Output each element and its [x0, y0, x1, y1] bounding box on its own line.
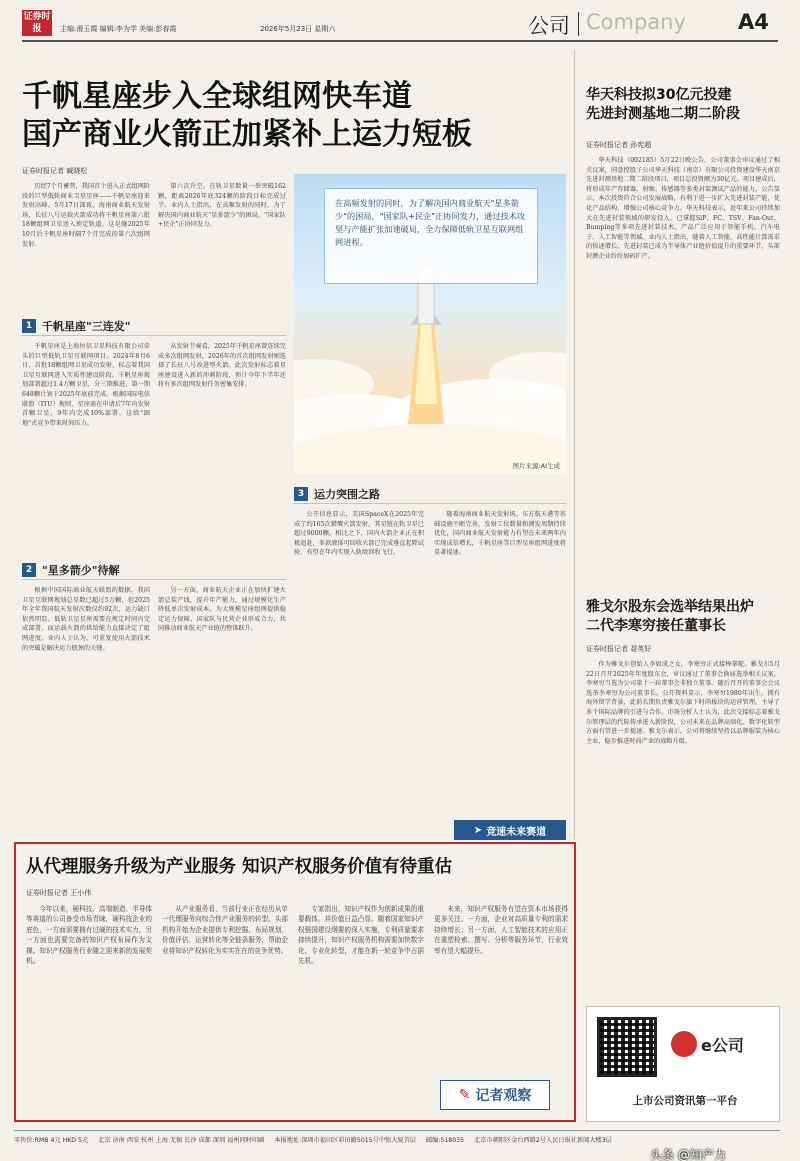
- section-2-number: 2: [22, 563, 36, 577]
- footer-beijing: 北京市朝阳区金台西路2号人民日报社新闻大楼3层: [474, 1137, 612, 1144]
- qr-code[interactable]: [597, 1017, 657, 1077]
- quote-box: 在高频发射的同时，为了解决国内商业航天"星多箭少"的困局，"国家队+民企"正协同发力，通过技术攻坚与产能扩张加速破局，全力保障低轨卫星互联网组网进程。: [324, 188, 538, 284]
- side2-title: 雅戈尔股东会选举结果出炉 二代李寒穷接任董事长: [586, 599, 754, 634]
- lead-intro-col2: 第六次升空。在轨卫星数量一举突破162颗，距离2026年底324颗的阶段目标完成过半。业内人士指出，在高频发射的同时，为了解决国内商业航天"星多箭少"的困局，"国家队+民企"正协同发力。: [158, 183, 286, 229]
- newspaper-logo: 证券时报: [23, 12, 51, 34]
- side2-body: 作为雅戈尔创始人李如成之女，李寒穷正式接棒掌舵。雅戈尔5月22日召开2025年年度股东会，审议通过了董事会换届选举相关议案，李寒穷当选为公司第十一届董事会非独立董事。随后召开的董事会会议选举李寒穷为公司董事长。公开资料显示，李寒穷1980年出生，拥有海外留学背景，此前长期负责雅戈尔旗下时尚板块的运营管理，主导了多个国际品牌的引进与合作。市场分析人士认为，此次交接标志着雅戈尔管理层的代际传承进入新阶段，公司未来在品牌高端化、数字化转型方面有望进一步提速。雅戈尔表示，公司将继续坚持以品牌服装为核心主业，稳步推进时尚产业的战略升级。: [586, 661, 780, 745]
- page-number: A4: [738, 10, 769, 34]
- section-3-header: 3 运力突围之路: [294, 484, 566, 504]
- watermark: 头条 @知产力: [650, 1148, 726, 1161]
- section-1-number: 1: [22, 319, 36, 333]
- footer-address: 本报地址:深圳市福田区彩田路5015号中银大厦首层: [274, 1137, 416, 1144]
- section-2-header: 2 "星多箭少"待解: [22, 560, 286, 580]
- lead-intro-col1: 历经7个月蓄势，我国首个进入正式组网阶段的巨型低轨商业卫星星座——千帆星座迎来发射高峰。5月17日深夜，海南商业航天发射场，长征八号运载火箭成功将千帆星座第六批18颗组网卫星送入预定轨道。这是继2025年10月后千帆星座时隔7个月完成的第六次组网发射。: [22, 183, 150, 248]
- section-divider: [578, 12, 579, 36]
- side2-byline: 证券时报记者 聂英好: [586, 645, 652, 653]
- rocket-image: [294, 174, 566, 474]
- side1-byline: 证券时报记者 孙宪超: [586, 141, 652, 149]
- observer-badge: ✎ 记者观察: [440, 1080, 550, 1110]
- footer-price: 零售价:RMB 4元 HKD 5元: [14, 1137, 89, 1144]
- bottom-col3: 专家指出，知识产权作为创新成果的重要载体，其价值日益凸显。随着国家知识产权强国建设纲要的深入实施，专利质量要求持续提升，知识产权服务机构需要加快数字化、专业化转型，才能在新一轮竞争中占据先机。: [298, 905, 424, 966]
- column-divider: [574, 50, 575, 840]
- bottom-title: 从代理服务升级为产业服务 知识产权服务价值有待重估: [26, 857, 453, 877]
- lead-title: [22, 78, 582, 154]
- section-1-header: 1 千帆星座"三连发": [22, 316, 286, 336]
- section-en: Company: [586, 10, 686, 34]
- masthead-rule: [22, 40, 778, 42]
- masthead-editors: 主编:滑玉霞 编辑:李为学 美编:彭春霞: [60, 25, 177, 33]
- section-cn: 公司: [528, 14, 570, 38]
- section-2-col2: 另一方面，商业航天企业正在加快扩建火箭总装产线，提升年产能力，通过规模化生产降低单次发射成本，为大规模星座组网提供稳定运力保障。国家队与民营企业形成合力，共同推动商业航天产业链的整体跃升。: [158, 587, 286, 633]
- footer-zip: 邮编:518035: [425, 1137, 465, 1144]
- footer-cities: 北京 济南 西安 杭州 上海 无锡 长沙 成都 深圳 福州同时印刷: [98, 1137, 265, 1144]
- lead-title-line1: 千帆星座步入全球组网快车道: [22, 79, 412, 114]
- bottom-col2: 从产业服务看，当前行业正在经历从单一代理服务向综合性产业服务的转型。头部机构开始为企业提供专利挖掘、布局规划、价值评估、运营转化等全链条服务，帮助企业将知识产权转化为实实在在的竞争优势。: [162, 905, 288, 955]
- pen-icon: ✎: [458, 1087, 471, 1103]
- bottom-col4: 未来，知识产权服务有望在资本市场获得更多关注。一方面，企业对高质量专利的需求持续增长；另一方面，人工智能技术的应用正在重塑检索、撰写、分析等服务环节，行业效率有望大幅提升。: [434, 905, 568, 955]
- ad-tagline: 上市公司资讯第一平台: [632, 1095, 738, 1107]
- side1-title: 华天科技拟30亿元投建 先进封测基地二期二阶段: [586, 87, 740, 122]
- egongsi-ad[interactable]: [586, 1006, 780, 1122]
- egongsi-logo-mark: [671, 1031, 697, 1057]
- rocket-icon: ➤: [473, 824, 483, 836]
- image-caption: 图片来源:AI生成: [512, 462, 560, 470]
- masthead: [0, 0, 800, 44]
- section-3-number: 3: [294, 487, 308, 501]
- section-1-col1: 千帆星座是上海垣信卫星科技有限公司牵头的巨型低轨卫星互联网项目。2024年8月6日，首批18颗组网卫星成功发射，标志着我国卫星互联网进入实质性建设阶段。千帆星座规划部署超过1.4万颗卫星，分三期推进，第一期648颗计划于2025年底前完成。根据国际电信联盟（ITU）规则，星座需在申请后7年内发射首颗卫星，9年内完成10%部署，这给"圈地"式竞争带来时间压力。: [22, 343, 150, 427]
- egongsi-logo: e公司: [671, 1029, 771, 1059]
- section-1-col2: 从发射节奏看，2025年千帆星座曾连续完成多次组网发射，2026年的首次组网发射则选择了长征八号改进型火箭。此次发射标志着星座建设进入新的冲刺阶段，预计今年下半年还将有多次组网发射任务密集安排。: [158, 343, 286, 389]
- lead-title-line2: 国产商业火箭正加紧补上运力短板: [22, 117, 472, 152]
- lead-byline: 证券时报记者 臧晓松: [22, 167, 88, 175]
- section-3-col1: 公开信息显示，美国SpaceX在2025年完成了约165次猎鹰火箭发射，其星链在轨卫星已超过9000颗。相比之下，国内火箭企业正在积极追赶，多款液体可回收火箭已完成垂直起降试验，有望在年内实现入轨级回收飞行。: [294, 511, 424, 557]
- section-2-col1: 根据中国国际商业航天联盟的数据，我国卫星互联网规划总星数已超过5万颗，但2025年全年我国航天发射次数仅约92次，运力缺口依然明显。低轨卫星星座需要在规定时间内完成部署，而运载火箭的供给能力直接决定了组网进度。业内人士认为，可重复使用火箭技术的突破是解决运力瓶颈的关键。: [22, 587, 150, 652]
- side1-body: 华天科技（002185）5月22日晚公告，公司董事会审议通过了相关议案，同意控股子公司华天科技（南京）有限公司投资建设华天南京先进封测基地二期二阶段项目，项目总投资额为30亿元。项目建成后，将形成年产存储器、射频、传感器等多类封装测试产品的能力。公告显示，本次投资符合公司发展战略，有利于进一步扩大先进封装产能，优化产品结构，增强公司核心竞争力。华天科技表示，近年来公司持续加大在先进封装领域的研发投入，已掌握SiP、FC、TSV、Fan-Out、Bumping等多项先进封装技术，产品广泛应用于智能手机、汽车电子、人工智能等领域。业内人士指出，随着人工智能、高性能计算需求的快速增长，先进封装已成为半导体产业链价值提升的重要环节，头部封测企业纷纷加码扩产。: [586, 157, 780, 260]
- bottom-byline: 证券时报记者 王小伟: [26, 889, 92, 897]
- section-3-col2: 随着海南商业航天发射场、东方航天港等基础设施不断完善，发射工位数量和测发周期持续优化，国内商业航天发射能力有望在未来两年内实现成倍增长，千帆星座等巨型星座组网进度将显著提速。: [434, 511, 566, 557]
- race-badge: ➤ 竞速未来赛道: [454, 820, 566, 840]
- masthead-date: 2026年5月23日 星期六: [260, 25, 336, 33]
- bottom-col1: 今年以来，硬科技、高端制造、半导体等赛道的公司备受市场青睐，硬科技企业的底色，一方面需要拥有过硬的技术实力，另一方面也需要完备的知识产权布局作为支撑。知识产权服务行业随之迎来新的发展契机。: [26, 905, 152, 966]
- bottom-article-box: [14, 842, 576, 1122]
